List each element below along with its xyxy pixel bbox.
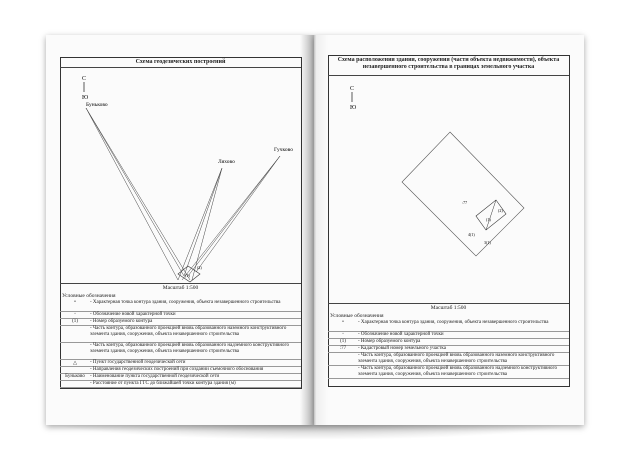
legend-text: - Часть контура, образованного проекцией вновь образованного наземного конструктивного элемента здания, сооружения, объекта незавершенного строительства (358, 353, 555, 364)
svg-text:(1): (1) (486, 217, 491, 222)
legend-symbol: ◦ (74, 312, 76, 317)
geodetic-diagram (60, 68, 301, 283)
lyakhovo-label: Ляхово (218, 159, 235, 165)
svg-text:3(1): 3(1) (484, 240, 491, 245)
right-legend-title: Условные обозначения (330, 313, 384, 319)
left-page (46, 35, 314, 425)
south-label: Ю (350, 105, 357, 111)
right-scale: Масштаб 1:500 (430, 305, 467, 311)
left-scale: Масштаб 1:500 (162, 285, 199, 291)
legend-symbol: ◦ (342, 332, 344, 337)
legend-text: - Номер образуемого контура (358, 339, 421, 344)
gutchkovo-label: Гучково (274, 147, 293, 153)
left-title: Схема геодезических построений (135, 59, 226, 65)
svg-text:4(1): 4(1) (468, 232, 475, 237)
legend-text: - Часть контура, образованного проекцией вновь образованного надземного конструктивного элемента здания, сооружения, объекта незавершенного строительства (90, 343, 289, 354)
legend-text: - Направления геодезических построений при создании съемочного обоснования (90, 367, 264, 372)
legend-symbol: • (342, 320, 344, 325)
bunkovo-label: Буньково (86, 102, 108, 108)
legend-text: - Характерная точка контура здания, сооружения, объекта незавершенного строительства (90, 300, 281, 305)
legend-symbol: Буньково (65, 374, 85, 379)
legend-text: - Часть контура, образованного проекцией вновь образованного наземного конструктивного элемента здания, сооружения, объекта незавершенного строительства (90, 326, 287, 337)
south-label: Ю (82, 95, 89, 101)
land-plot-outline (402, 132, 524, 256)
legend-text: - Обозначение новой характерной точки (358, 332, 444, 337)
right-page (314, 35, 584, 425)
legend-symbol: :77 (339, 346, 347, 351)
legend-symbol: • (74, 300, 76, 305)
north-label: С (82, 76, 87, 82)
legend-symbol: (1) (72, 319, 78, 324)
legend-text: - Часть контура, образованного проекцией вновь образованного надземного конструктивного элемента здания, сооружения, объекта незавершенного строительства (358, 366, 557, 377)
legend-text: - Пункт государственной геодезической сети (90, 360, 186, 365)
legend-text: - Наименование пункта государственной геодезической сети (90, 374, 220, 379)
svg-text:(1): (1) (185, 273, 190, 278)
legend-text: - Номер образуемого контура (90, 319, 153, 324)
left-legend-title: Условные обозначения (62, 293, 116, 299)
legend-symbol: (1) (340, 339, 346, 344)
right-title: Схема расположения здания, сооружения (части объекта недвижимости), объекта незавершенного строительства в границах земельного участка (337, 57, 560, 70)
north-label: С (350, 86, 355, 92)
svg-text:(2): (2) (498, 208, 503, 213)
legend-text: - Кадастровый номер земельного участка (358, 346, 446, 351)
legend-symbol: △ (73, 361, 77, 366)
svg-text:(2): (2) (197, 265, 202, 270)
legend-text: - Расстояние от пункта ГГС до ближайшей точки контура здания (м) (90, 381, 236, 386)
site-diagram (328, 76, 569, 301)
legend-text: - Характерная точка контура здания, сооружения, объекта незавершенного строительства (358, 320, 549, 325)
svg-text::77: :77 (462, 200, 468, 205)
legend-text: - Обозначение новой характерной точки (90, 312, 176, 317)
